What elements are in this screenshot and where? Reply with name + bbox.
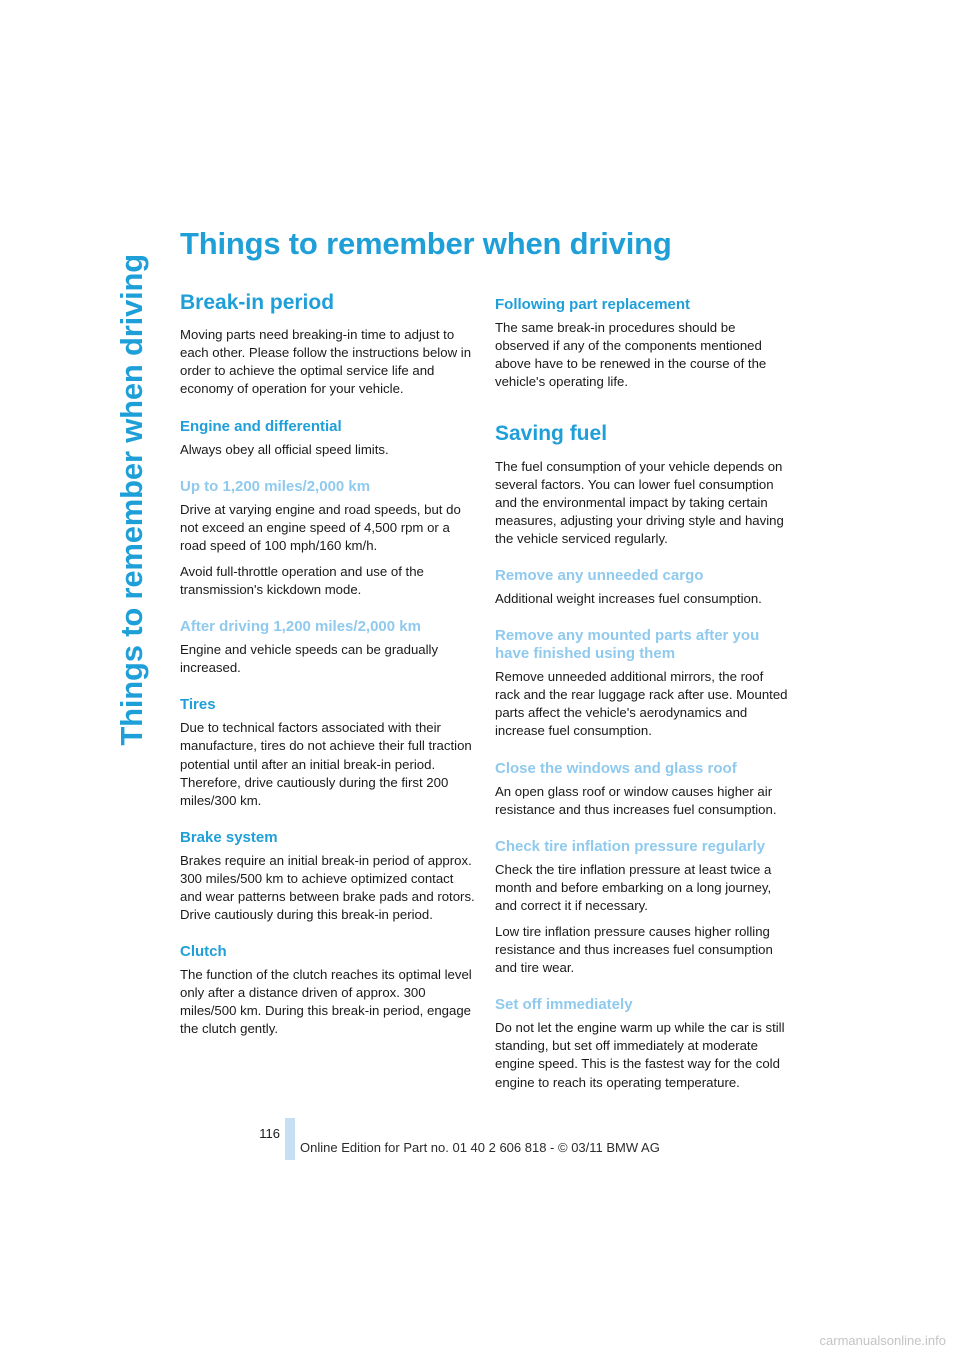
section-saving-fuel — [495, 421, 790, 548]
heading-engine-differential: Engine and differential — [180, 417, 342, 435]
heading-check-tire-pressure: Check tire inflation pressure regularly — [495, 837, 766, 855]
heading-saving-fuel: Saving fuel — [495, 422, 608, 446]
paragraph-tires: Due to technical factors associated with their manufacture, tires do not achieve their full traction potential until after an initial break-in period. Therefore, drive cautiously during the first 200 miles/300 km. — [180, 720, 472, 808]
heading-break-in-period: Break-in period — [180, 291, 335, 314]
section-following-part-replacement — [495, 296, 790, 391]
heading-tires: Tires — [180, 696, 216, 714]
section-tires — [180, 696, 475, 809]
paragraph-after-1200: Engine and vehicle speeds can be gradually increased. — [180, 642, 439, 676]
side-chapter-title — [108, 230, 156, 770]
paragraph-up-to-1: Drive at varying engine and road speeds, but do not exceed an engine speed of 4,500 rpm or a road speed of 100 mph/160 km/h. — [180, 501, 461, 553]
right-column — [495, 290, 790, 1100]
heading-up-to-1200-miles: Up to 1,200 miles/2,000 km — [180, 477, 371, 495]
paragraph-set-off-immediately: Do not let the engine warm up while the car is still standing, but set off immediately at moderate engine speed. This is the fastest way for the cold engine to reach its operating temperature. — [495, 1020, 785, 1090]
paragraph-up-to-2: Avoid full-throttle operation and use of the transmission's kickdown mode. — [180, 563, 424, 598]
paragraph-saving-fuel-intro: The fuel consumption of your vehicle depends on several factors. You can lower fuel consumption and the environmental impact by taking certain measures, adjusting your driving style and having the vehicle serviced regularly. — [495, 458, 784, 546]
section-close-windows — [495, 760, 790, 819]
heading-clutch: Clutch — [180, 943, 227, 961]
footer-edition-text: Online Edition for Part no. 01 40 2 606 818 - © 03/11 BMW AG — [300, 1140, 660, 1155]
section-after-1200-miles — [180, 618, 475, 677]
paragraph-remove-cargo: Additional weight increases fuel consumption. — [495, 591, 762, 607]
section-clutch — [180, 943, 475, 1038]
heading-following-part-replacement: Following part replacement — [495, 296, 691, 313]
page-number: 116 — [259, 1126, 280, 1141]
section-remove-mounted-parts — [495, 627, 790, 740]
heading-remove-mounted-parts: Remove any mounted parts after you have finished using them — [495, 627, 760, 663]
heading-after-1200-miles: After driving 1,200 miles/2,000 km — [180, 618, 421, 636]
paragraph-brake-system: Brakes require an initial break-in period of approx. 300 miles/500 km to achieve optimized contact and wear patterns between brake pads and rotors. Drive cautiously during this break-in period. — [180, 852, 475, 923]
watermark-text: carmanualsonline.info — [819, 1333, 946, 1348]
section-check-tire-pressure — [495, 838, 790, 978]
footer-accent-bar — [285, 1118, 295, 1160]
paragraph-clutch: The function of the clutch reaches its optimal level only after a distance driven of approx. 300 miles/500 km. During this break-in period, engage the clutch gently. — [180, 967, 472, 1037]
paragraph-check-tire-pressure-1: Check the tire inflation pressure at least twice a month and before embarking on a long journey, and correct it if necessary. — [495, 861, 772, 913]
section-break-in-period — [180, 290, 475, 399]
left-column — [180, 290, 475, 1047]
paragraph-following-part-replacement: The same break-in procedures should be observed if any of the components mentioned above have to be renewed in the course of the vehicle's operating life. — [495, 320, 767, 390]
heading-remove-cargo: Remove any unneeded cargo — [495, 567, 704, 585]
section-brake-system — [180, 829, 475, 924]
paragraph-break-in-intro: Moving parts need breaking-in time to adjust to each other. Please follow the instructions below in order to achieve the optimal service life and economy of operation for your vehicle. — [180, 327, 472, 397]
side-chapter-title-text: Things to remember when driving — [114, 254, 149, 746]
section-engine-differential — [180, 418, 475, 459]
paragraph-close-windows: An open glass roof or window causes higher air resistance and thus increases fuel consumption. — [495, 783, 777, 817]
paragraph-engine-differential: Always obey all official speed limits. — [180, 441, 389, 457]
paragraph-remove-mounted-parts: Remove unneeded additional mirrors, the roof rack and the rear luggage rack after use. Mounted parts affect the vehicle's aerodynamics and increase fuel consumption. — [495, 669, 788, 739]
heading-set-off-immediately: Set off immediately — [495, 996, 633, 1014]
page-title: Things to remember when driving — [180, 226, 672, 261]
section-set-off-immediately — [495, 996, 790, 1091]
heading-brake-system: Brake system — [180, 828, 278, 846]
heading-close-windows: Close the windows and glass roof — [495, 759, 737, 777]
section-up-to-1200-miles — [180, 478, 475, 599]
paragraph-check-tire-pressure-2: Low tire inflation pressure causes higher rolling resistance and thus increases fuel consumption and tire wear. — [495, 923, 773, 976]
section-remove-cargo — [495, 567, 790, 608]
